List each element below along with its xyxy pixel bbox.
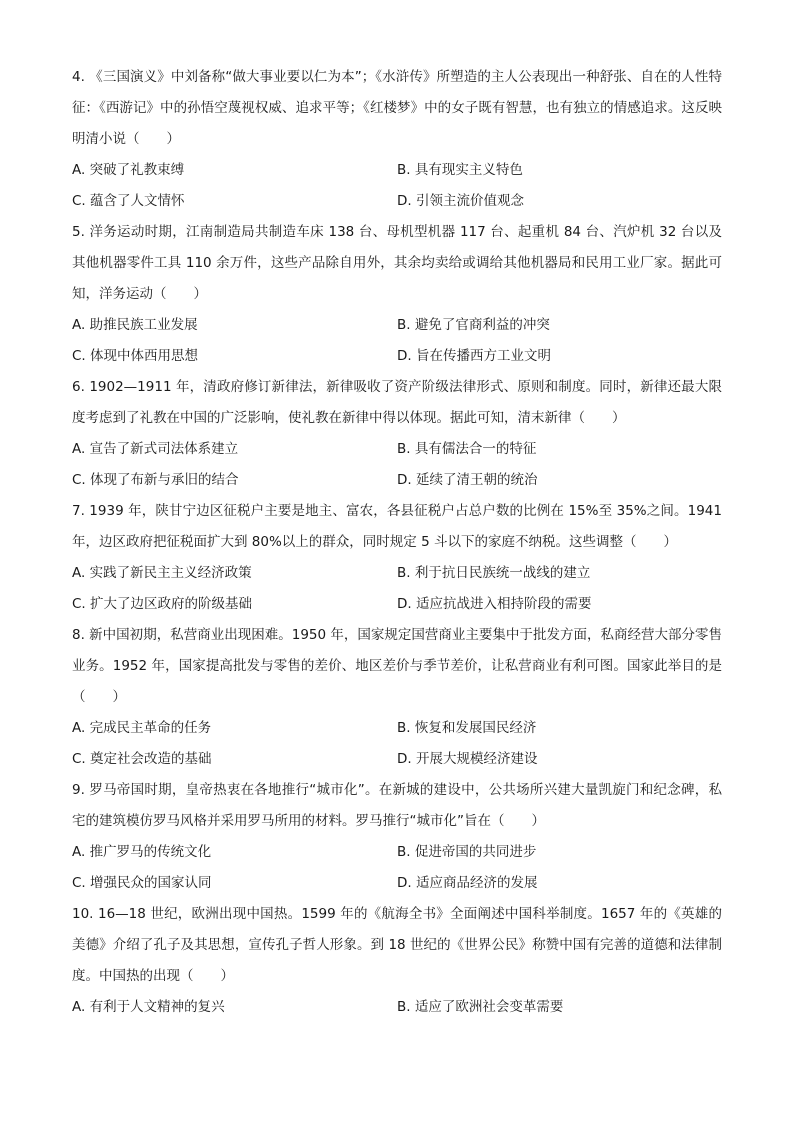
option-b: B. 利于抗日民族统一战线的建立 bbox=[397, 565, 591, 581]
question-4 bbox=[72, 62, 722, 217]
option-d: D. 引领主流价值观念 bbox=[397, 193, 524, 209]
option-grid bbox=[72, 434, 722, 496]
option-d: D. 适应商品经济的发展 bbox=[397, 875, 538, 891]
option-b: B. 具有儒法合一的特征 bbox=[397, 441, 537, 457]
question-stem: 7. 1939 年，陕甘宁边区征税户主要是地主、富农，各县征税户占总户数的比例在 15%至 35%之间。1941 年，边区政府把征税面扩大到 80%以上的群众，同时规定 5 斗以下的家庭不纳税。这些调整（ ） bbox=[72, 503, 727, 550]
option-d: D. 旨在传播西方工业文明 bbox=[397, 348, 551, 364]
option-b: B. 促进帝国的共同进步 bbox=[397, 844, 537, 860]
option-c: C. 体现中体西用思想 bbox=[72, 348, 199, 364]
question-stem: 5. 洋务运动时期，江南制造局共制造车床 138 台、母机型机器 117 台、起重机 84 台、汽炉机 32 台以及其他机器零件工具 110 余万件，这些产品除自用外，其余均卖给或调给其他机器局和民用工业厂家。据此可知，洋务运动（ ） bbox=[72, 224, 722, 302]
question-9 bbox=[72, 775, 722, 899]
question-stem: 8. 新中国初期，私营商业出现困难。1950 年，国家规定国营商业主要集中于批发方面，私商经营大部分零售业务。1952 年，国家提高批发与零售的差价、地区差价与季节差价，让私营商业有利可图。国家此举目的是（ ） bbox=[72, 627, 722, 705]
question-8 bbox=[72, 620, 722, 775]
option-d: D. 开展大规模经济建设 bbox=[397, 751, 538, 767]
question-stem: 10. 16—18 世纪，欧洲出现中国热。1599 年的《航海全书》全面阐述中国科举制度。1657 年的《英雄的美德》介绍了孔子及其思想，宣传孔子哲人形象。到 18 世纪的《世界公民》称赞中国有完善的道德和法律制度。中国热的出现（ ） bbox=[72, 906, 722, 984]
option-grid bbox=[72, 713, 722, 775]
option-c: C. 扩大了边区政府的阶级基础 bbox=[72, 596, 253, 612]
exam-page bbox=[72, 62, 727, 1023]
question-5 bbox=[72, 217, 722, 372]
option-b: B. 避免了官商利益的冲突 bbox=[397, 317, 550, 333]
question-stem: 9. 罗马帝国时期，皇帝热衷在各地推行“城市化”。在新城的建设中，公共场所兴建大量凯旋门和纪念碑，私宅的建筑模仿罗马风格并采用罗马所用的材料。罗马推行“城市化”旨在（ ） bbox=[72, 782, 722, 829]
option-b: B. 具有现实主义特色 bbox=[397, 162, 523, 178]
option-c: C. 体现了布新与承旧的结合 bbox=[72, 472, 239, 488]
option-a: A. 助推民族工业发展 bbox=[72, 317, 198, 333]
question-stem: 6. 1902—1911 年，清政府修订新律法，新律吸收了资产阶级法律形式、原则和制度。同时，新律还最大限度考虑到了礼教在中国的广泛影响，使礼教在新律中得以体现。据此可知，清末新律（ ） bbox=[72, 379, 722, 426]
option-a: A. 推广罗马的传统文化 bbox=[72, 844, 212, 860]
option-a: A. 有利于人文精神的复兴 bbox=[72, 999, 225, 1015]
option-a: A. 完成民主革命的任务 bbox=[72, 720, 212, 736]
question-10 bbox=[72, 899, 722, 1023]
question-stem: 4. 《三国演义》中刘备称“做大事业要以仁为本”；《水浒传》所塑造的主人公表现出一种舒张、自在的人性特征：《西游记》中的孙悟空蔑视权威、追求平等；《红楼梦》中的女子既有智慧，也有独立的情感追求。这反映明清小说（ ） bbox=[72, 69, 722, 147]
option-b: B. 适应了欧洲社会变革需要 bbox=[397, 999, 564, 1015]
option-c: C. 奠定社会改造的基础 bbox=[72, 751, 212, 767]
option-a: A. 宣告了新式司法体系建立 bbox=[72, 441, 239, 457]
option-d: D. 延续了清王朝的统治 bbox=[397, 472, 538, 488]
option-c: C. 增强民众的国家认同 bbox=[72, 875, 212, 891]
option-grid bbox=[72, 992, 722, 1023]
option-b: B. 恢复和发展国民经济 bbox=[397, 720, 537, 736]
question-7 bbox=[72, 496, 727, 620]
question-6 bbox=[72, 372, 722, 496]
option-grid bbox=[72, 837, 722, 899]
option-grid bbox=[72, 155, 722, 217]
option-a: A. 实践了新民主主义经济政策 bbox=[72, 565, 252, 581]
option-a: A. 突破了礼教束缚 bbox=[72, 162, 185, 178]
option-d: D. 适应抗战进入相持阶段的需要 bbox=[397, 596, 592, 612]
option-grid bbox=[72, 310, 722, 372]
option-grid bbox=[72, 558, 722, 620]
option-c: C. 蕴含了人文情怀 bbox=[72, 193, 185, 209]
